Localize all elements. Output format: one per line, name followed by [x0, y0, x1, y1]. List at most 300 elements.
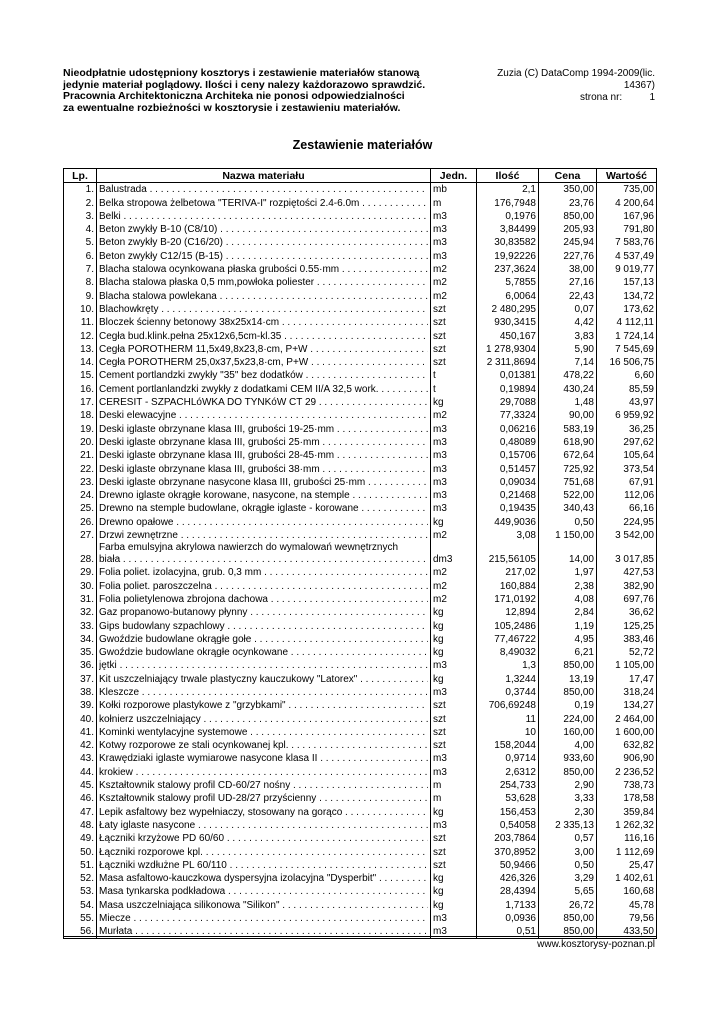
- cell-value: 134,27: [597, 699, 657, 712]
- cell-name: [97, 343, 431, 356]
- cell-price: 1 150,00: [539, 529, 597, 542]
- cell-name: [97, 382, 431, 395]
- cell-quantity: 1 278,9304: [477, 343, 539, 356]
- cell-lp: 54.: [64, 898, 97, 911]
- cell-quantity: 2,6312: [477, 765, 539, 778]
- cell-name: [97, 210, 431, 223]
- cell-quantity: 29,7088: [477, 396, 539, 409]
- page-number-line: [470, 92, 655, 104]
- cell-lp: 41.: [64, 726, 97, 739]
- column-header-value: Wartość: [597, 169, 657, 183]
- cell-value: 4 112,11: [597, 316, 657, 329]
- cell-name: [97, 819, 431, 832]
- cell-quantity: 0,01381: [477, 369, 539, 382]
- table-row: [64, 699, 657, 712]
- cell-value: 433,50: [597, 925, 657, 939]
- cell-lp: 4.: [64, 223, 97, 236]
- cell-name: [97, 845, 431, 858]
- cell-quantity: 10: [477, 726, 539, 739]
- cell-lp: 38.: [64, 686, 97, 699]
- cell-name: [97, 329, 431, 342]
- cell-lp: 28.: [64, 542, 97, 566]
- cell-value: 1 112,69: [597, 845, 657, 858]
- cell-name: [97, 859, 431, 872]
- cell-name-text: Beton zwykły B-10 (C8/10) . . .: [99, 224, 428, 236]
- software-info: [470, 68, 655, 104]
- cell-value: 735,00: [597, 183, 657, 197]
- cell-lp: 16.: [64, 382, 97, 395]
- cell-name-text: Lepik asfaltowy bez wypełniaczy, stosowany na gorąco . . .: [99, 807, 428, 819]
- cell-name: [97, 726, 431, 739]
- cell-name: [97, 832, 431, 845]
- cell-unit: m: [431, 779, 477, 792]
- cell-price: 22,43: [539, 289, 597, 302]
- cell-name: [97, 912, 431, 925]
- cell-unit: m3: [431, 502, 477, 515]
- cell-quantity: 1,7133: [477, 898, 539, 911]
- cell-value: 1 402,61: [597, 872, 657, 885]
- cell-quantity: 217,02: [477, 566, 539, 579]
- cell-name-text: Deski iglaste obrzynane klasa III, grubości 28-45·mm . . .: [99, 450, 428, 462]
- cell-price: 751,68: [539, 476, 597, 489]
- cell-value: 738,73: [597, 779, 657, 792]
- footer-divider: [63, 936, 656, 937]
- cell-unit: szt: [431, 712, 477, 725]
- cell-quantity: 0,09034: [477, 476, 539, 489]
- cell-name: [97, 289, 431, 302]
- cell-unit: m3: [431, 912, 477, 925]
- cell-name-text: Deski iglaste obrzynane klasa III, grubości 25·mm . . .: [99, 437, 428, 449]
- cell-name-text: Krawędziaki iglaste wymiarowe nasycone klasa II . . .: [99, 753, 428, 765]
- cell-quantity: 2 311,8694: [477, 356, 539, 369]
- cell-value: 9 019,77: [597, 263, 657, 276]
- cell-name-text: Kleszcze . . .: [99, 687, 428, 699]
- cell-name-text: Łaty iglaste nasycone . . .: [99, 820, 428, 832]
- cell-name-text: Masa asfaltowo-kauczkowa dyspersyjna izolacyjna "Dysperbit" . . .: [99, 873, 428, 885]
- cell-price: 14,00: [539, 542, 597, 566]
- cell-lp: 27.: [64, 529, 97, 542]
- column-header-unit: Jedn.: [431, 169, 477, 183]
- cell-value: 3 542,00: [597, 529, 657, 542]
- cell-unit: m3: [431, 659, 477, 672]
- cell-price: 4,42: [539, 316, 597, 329]
- cell-unit: szt: [431, 726, 477, 739]
- cell-name-text: Belka stropowa żelbetowa "TERIVA-I" rozpiętości 2.4-6.0m . . .: [99, 198, 428, 210]
- table-row: [64, 223, 657, 236]
- cell-quantity: 0,3744: [477, 686, 539, 699]
- cell-quantity: 0,15706: [477, 449, 539, 462]
- cell-unit: szt: [431, 699, 477, 712]
- cell-name: [97, 633, 431, 646]
- software-line: 14367): [623, 80, 655, 91]
- table-row: [64, 792, 657, 805]
- cell-unit: m3: [431, 489, 477, 502]
- table-row: [64, 529, 657, 542]
- table-row: [64, 672, 657, 685]
- cell-value: 697,76: [597, 593, 657, 606]
- cell-name-text: Folia poliet. izolacyjna, grub. 0,3 mm . . .: [99, 567, 428, 579]
- cell-lp: 17.: [64, 396, 97, 409]
- cell-name: [97, 805, 431, 818]
- cell-quantity: 706,69248: [477, 699, 539, 712]
- table-row: [64, 739, 657, 752]
- cell-price: 340,43: [539, 502, 597, 515]
- table-row: [64, 303, 657, 316]
- cell-name-text: Deski iglaste obrzynane nasycone klasa III, grubości 25·mm . . .: [99, 477, 428, 489]
- table-row: [64, 356, 657, 369]
- cell-name: [97, 593, 431, 606]
- cell-quantity: 203,7864: [477, 832, 539, 845]
- table-row: [64, 382, 657, 395]
- cell-unit: m3: [431, 249, 477, 262]
- table-row: [64, 289, 657, 302]
- cell-unit: szt: [431, 329, 477, 342]
- cell-price: 1,19: [539, 619, 597, 632]
- cell-name-text: Folia poliet. paroszczelna . . .: [99, 581, 428, 593]
- cell-unit: kg: [431, 606, 477, 619]
- cell-name-text: Kotwy rozporowe ze stali ocynkowanej kpl. . . .: [99, 740, 428, 752]
- cell-quantity: 6,0064: [477, 289, 539, 302]
- cell-lp: 37.: [64, 672, 97, 685]
- cell-price: 245,94: [539, 236, 597, 249]
- cell-quantity: 0,51457: [477, 462, 539, 475]
- disclaimer-line: Nieodpłatnie udostępniony kosztorys i zestawienie materiałów stanową: [63, 67, 420, 79]
- cell-price: 430,24: [539, 382, 597, 395]
- cell-lp: 49.: [64, 832, 97, 845]
- cell-name-text: Murłata . . .: [99, 926, 428, 938]
- cell-name-text: Balustrada . . .: [99, 184, 428, 196]
- cell-lp: 36.: [64, 659, 97, 672]
- cell-lp: 52.: [64, 872, 97, 885]
- cell-unit: m3: [431, 436, 477, 449]
- cell-lp: 9.: [64, 289, 97, 302]
- table-row: [64, 885, 657, 898]
- cell-unit: szt: [431, 303, 477, 316]
- cell-name-text: jętki . . .: [99, 660, 428, 672]
- cell-unit: m3: [431, 819, 477, 832]
- cell-lp: 44.: [64, 765, 97, 778]
- cell-name-text: Deski elewacyjne . . .: [99, 410, 428, 422]
- cell-lp: 35.: [64, 646, 97, 659]
- cell-name-text: Blacha stalowa ocynkowana płaska grubości 0.55·mm . . .: [99, 264, 428, 276]
- cell-name-line1: Farba emulsyjna akrylowa nawierzch do wymalowań wewnętrznych: [99, 542, 399, 554]
- cell-name-text: Masa tynkarska podkładowa . . .: [99, 886, 428, 898]
- cell-price: 1,97: [539, 566, 597, 579]
- cell-value: 373,54: [597, 462, 657, 475]
- cell-lp: 50.: [64, 845, 97, 858]
- cell-value: 79,56: [597, 912, 657, 925]
- cell-unit: m2: [431, 289, 477, 302]
- table-row: [64, 659, 657, 672]
- table-row: [64, 210, 657, 223]
- cell-unit: m3: [431, 422, 477, 435]
- cell-unit: m2: [431, 566, 477, 579]
- cell-unit: m: [431, 792, 477, 805]
- cell-name-text: Blacha stalowa płaska 0,5 mm,powłoka poliester . . .: [99, 277, 428, 289]
- column-header-quantity: Ilość: [477, 169, 539, 183]
- cell-name: [97, 422, 431, 435]
- table-row: [64, 726, 657, 739]
- cell-name: [97, 502, 431, 515]
- cell-price: 2 335,13: [539, 819, 597, 832]
- cell-unit: m3: [431, 210, 477, 223]
- column-header-price: Cena: [539, 169, 597, 183]
- table-row: [64, 476, 657, 489]
- table-row: [64, 396, 657, 409]
- cell-lp: 24.: [64, 489, 97, 502]
- cell-unit: m2: [431, 579, 477, 592]
- cell-value: 134,72: [597, 289, 657, 302]
- table-row: [64, 912, 657, 925]
- page-label: strona nr:: [579, 92, 623, 103]
- cell-unit: szt: [431, 845, 477, 858]
- table-row: [64, 566, 657, 579]
- table-row: [64, 542, 657, 566]
- cell-value: 160,68: [597, 885, 657, 898]
- cell-value: 4 537,49: [597, 249, 657, 262]
- cell-lp: 55.: [64, 912, 97, 925]
- cell-lp: 53.: [64, 885, 97, 898]
- cell-value: 318,24: [597, 686, 657, 699]
- cell-quantity: 0,1976: [477, 210, 539, 223]
- cell-unit: szt: [431, 739, 477, 752]
- cell-quantity: 449,9036: [477, 515, 539, 528]
- cell-name: [97, 765, 431, 778]
- cell-name: [97, 489, 431, 502]
- cell-value: 1 262,32: [597, 819, 657, 832]
- cell-unit: szt: [431, 343, 477, 356]
- cell-name-text: Deski iglaste obrzynane klasa III, grubości 38·mm . . .: [99, 464, 428, 476]
- cell-quantity: 5,7855: [477, 276, 539, 289]
- cell-value: 1 600,00: [597, 726, 657, 739]
- cell-value: 178,58: [597, 792, 657, 805]
- cell-unit: kg: [431, 633, 477, 646]
- cell-name: [97, 752, 431, 765]
- cell-name-text: Blachowkręty . . .: [99, 304, 428, 316]
- cell-name-text: Drzwi zewnętrzne . . .: [99, 530, 428, 542]
- cell-lp: 19.: [64, 422, 97, 435]
- cell-price: 350,00: [539, 183, 597, 197]
- cell-name: [97, 196, 431, 209]
- cell-unit: m3: [431, 765, 477, 778]
- cell-name: [97, 356, 431, 369]
- cell-quantity: 19,92226: [477, 249, 539, 262]
- cell-quantity: 3,84499: [477, 223, 539, 236]
- cell-lp: 22.: [64, 462, 97, 475]
- cell-price: 4,95: [539, 633, 597, 646]
- cell-name-text: CERESIT - SZPACHLóWKA DO TYNKóW CT 29 . . .: [99, 397, 428, 409]
- cell-value: 1 105,00: [597, 659, 657, 672]
- cell-lp: 7.: [64, 263, 97, 276]
- cell-price: 725,92: [539, 462, 597, 475]
- cell-value: 116,16: [597, 832, 657, 845]
- cell-name-text: Cegła POROTHERM 25,0x37,5x23,8·cm, P+W . . .: [99, 357, 428, 369]
- column-header-name: Nazwa materiału: [97, 169, 431, 183]
- cell-name: [97, 606, 431, 619]
- cell-unit: m2: [431, 276, 477, 289]
- cell-lp: 40.: [64, 712, 97, 725]
- cell-quantity: 2,1: [477, 183, 539, 197]
- table-row: [64, 593, 657, 606]
- cell-name: [97, 316, 431, 329]
- cell-value: 173,62: [597, 303, 657, 316]
- cell-quantity: 0,19435: [477, 502, 539, 515]
- table-body: [64, 183, 657, 939]
- column-header-lp: Lp.: [64, 169, 97, 183]
- cell-name-text: Łączniki wzdłużne PL 60/110 . . .: [99, 860, 428, 872]
- cell-price: 0,50: [539, 515, 597, 528]
- cell-unit: m3: [431, 449, 477, 462]
- cell-name: [97, 739, 431, 752]
- cell-price: 0,57: [539, 832, 597, 845]
- cell-value: 17,47: [597, 672, 657, 685]
- cell-value: 6,60: [597, 369, 657, 382]
- table-row: [64, 329, 657, 342]
- table-row: [64, 845, 657, 858]
- cell-quantity: 160,884: [477, 579, 539, 592]
- cell-name: [97, 436, 431, 449]
- cell-value: 167,96: [597, 210, 657, 223]
- cell-price: 850,00: [539, 210, 597, 223]
- cell-unit: m: [431, 196, 477, 209]
- cell-lp: 56.: [64, 925, 97, 939]
- cell-name-text: Drewno na stemple budowlane, okrągłe iglaste - korowane . . .: [99, 503, 428, 515]
- cell-price: 5,90: [539, 343, 597, 356]
- cell-price: 5,65: [539, 885, 597, 898]
- cell-lp: 42.: [64, 739, 97, 752]
- cell-price: 2,38: [539, 579, 597, 592]
- table-row: [64, 779, 657, 792]
- cell-lp: 11.: [64, 316, 97, 329]
- disclaimer-line: za ewentualne rozbieżności w kosztorysie i zestawieniu materiałów.: [63, 101, 401, 114]
- page-number: 1: [649, 92, 655, 103]
- cell-quantity: 0,21468: [477, 489, 539, 502]
- cell-quantity: 0,9714: [477, 752, 539, 765]
- cell-quantity: 77,46722: [477, 633, 539, 646]
- cell-lp: 23.: [64, 476, 97, 489]
- cell-lp: 48.: [64, 819, 97, 832]
- cell-lp: 21.: [64, 449, 97, 462]
- cell-price: 205,93: [539, 223, 597, 236]
- cell-value: 36,25: [597, 422, 657, 435]
- cell-value: 7 545,69: [597, 343, 657, 356]
- cell-name: [97, 566, 431, 579]
- cell-quantity: 254,733: [477, 779, 539, 792]
- cell-quantity: 0,48089: [477, 436, 539, 449]
- cell-quantity: 370,8952: [477, 845, 539, 858]
- cell-unit: kg: [431, 619, 477, 632]
- cell-lp: 30.: [64, 579, 97, 592]
- cell-quantity: 0,06216: [477, 422, 539, 435]
- cell-price: 3,33: [539, 792, 597, 805]
- cell-price: 850,00: [539, 659, 597, 672]
- cell-value: 157,13: [597, 276, 657, 289]
- cell-name: [97, 263, 431, 276]
- cell-quantity: 0,0936: [477, 912, 539, 925]
- cell-name-text: Gwoździe budowlane okrągłe gołe . . .: [99, 634, 428, 646]
- table-row: [64, 898, 657, 911]
- cell-unit: m3: [431, 686, 477, 699]
- cell-value: 125,25: [597, 619, 657, 632]
- cell-price: 850,00: [539, 912, 597, 925]
- table-row: [64, 409, 657, 422]
- cell-lp: 1.: [64, 183, 97, 197]
- cell-unit: m3: [431, 462, 477, 475]
- cell-name: [97, 529, 431, 542]
- cell-lp: 51.: [64, 859, 97, 872]
- cell-unit: kg: [431, 898, 477, 911]
- cell-value: 2 236,52: [597, 765, 657, 778]
- table-row: [64, 633, 657, 646]
- cell-name: [97, 515, 431, 528]
- cell-value: 2 464,00: [597, 712, 657, 725]
- cell-quantity: 11: [477, 712, 539, 725]
- cell-name: [97, 409, 431, 422]
- cell-name: [97, 619, 431, 632]
- cell-lp: 39.: [64, 699, 97, 712]
- cell-name-text: Gaz propanowo-butanowy płynny . . .: [99, 607, 428, 619]
- cell-quantity: 237,3624: [477, 263, 539, 276]
- cell-unit: kg: [431, 805, 477, 818]
- table-row: [64, 183, 657, 197]
- cell-lp: 13.: [64, 343, 97, 356]
- cell-name-text: Gwoździe budowlane okrągłe ocynkowane . . .: [99, 647, 428, 659]
- cell-name: [97, 579, 431, 592]
- cell-lp: 20.: [64, 436, 97, 449]
- cell-unit: m3: [431, 236, 477, 249]
- cell-quantity: 0,54058: [477, 819, 539, 832]
- cell-value: 7 583,76: [597, 236, 657, 249]
- cell-price: 227,76: [539, 249, 597, 262]
- cell-quantity: 215,56105: [477, 542, 539, 566]
- table-row: [64, 832, 657, 845]
- cell-lp: 6.: [64, 249, 97, 262]
- table-row: [64, 859, 657, 872]
- cell-value: 45,78: [597, 898, 657, 911]
- cell-value: 632,82: [597, 739, 657, 752]
- cell-quantity: 930,3415: [477, 316, 539, 329]
- cell-price: 4,08: [539, 593, 597, 606]
- cell-unit: kg: [431, 885, 477, 898]
- table-row: [64, 646, 657, 659]
- table-row: [64, 249, 657, 262]
- cell-name-text: Beton zwykły B-20 (C16/20) . . .: [99, 237, 428, 249]
- cell-price: 0,19: [539, 699, 597, 712]
- cell-price: 2,84: [539, 606, 597, 619]
- cell-name-text: Bloczek ścienny betonowy 38x25x14·cm . . .: [99, 317, 428, 329]
- cell-price: 933,60: [539, 752, 597, 765]
- cell-price: 850,00: [539, 765, 597, 778]
- table-row: [64, 422, 657, 435]
- cell-name: [97, 236, 431, 249]
- cell-price: 850,00: [539, 925, 597, 939]
- cell-price: 1,48: [539, 396, 597, 409]
- cell-unit: szt: [431, 859, 477, 872]
- cell-price: 672,64: [539, 449, 597, 462]
- cell-quantity: 8,49032: [477, 646, 539, 659]
- cell-value: 16 506,75: [597, 356, 657, 369]
- table-row: [64, 489, 657, 502]
- cell-name-text: kołnierz uszczelniający . . .: [99, 714, 428, 726]
- cell-unit: szt: [431, 316, 477, 329]
- cell-value: 52,72: [597, 646, 657, 659]
- table-row: [64, 579, 657, 592]
- table-row: [64, 606, 657, 619]
- cell-quantity: 12,894: [477, 606, 539, 619]
- disclaimer-line: Pracownia Architektoniczna Architeka nie ponosi odpowiedzialności: [63, 90, 405, 103]
- cell-price: 478,22: [539, 369, 597, 382]
- page-title: Zestawienie materiałów: [292, 138, 433, 152]
